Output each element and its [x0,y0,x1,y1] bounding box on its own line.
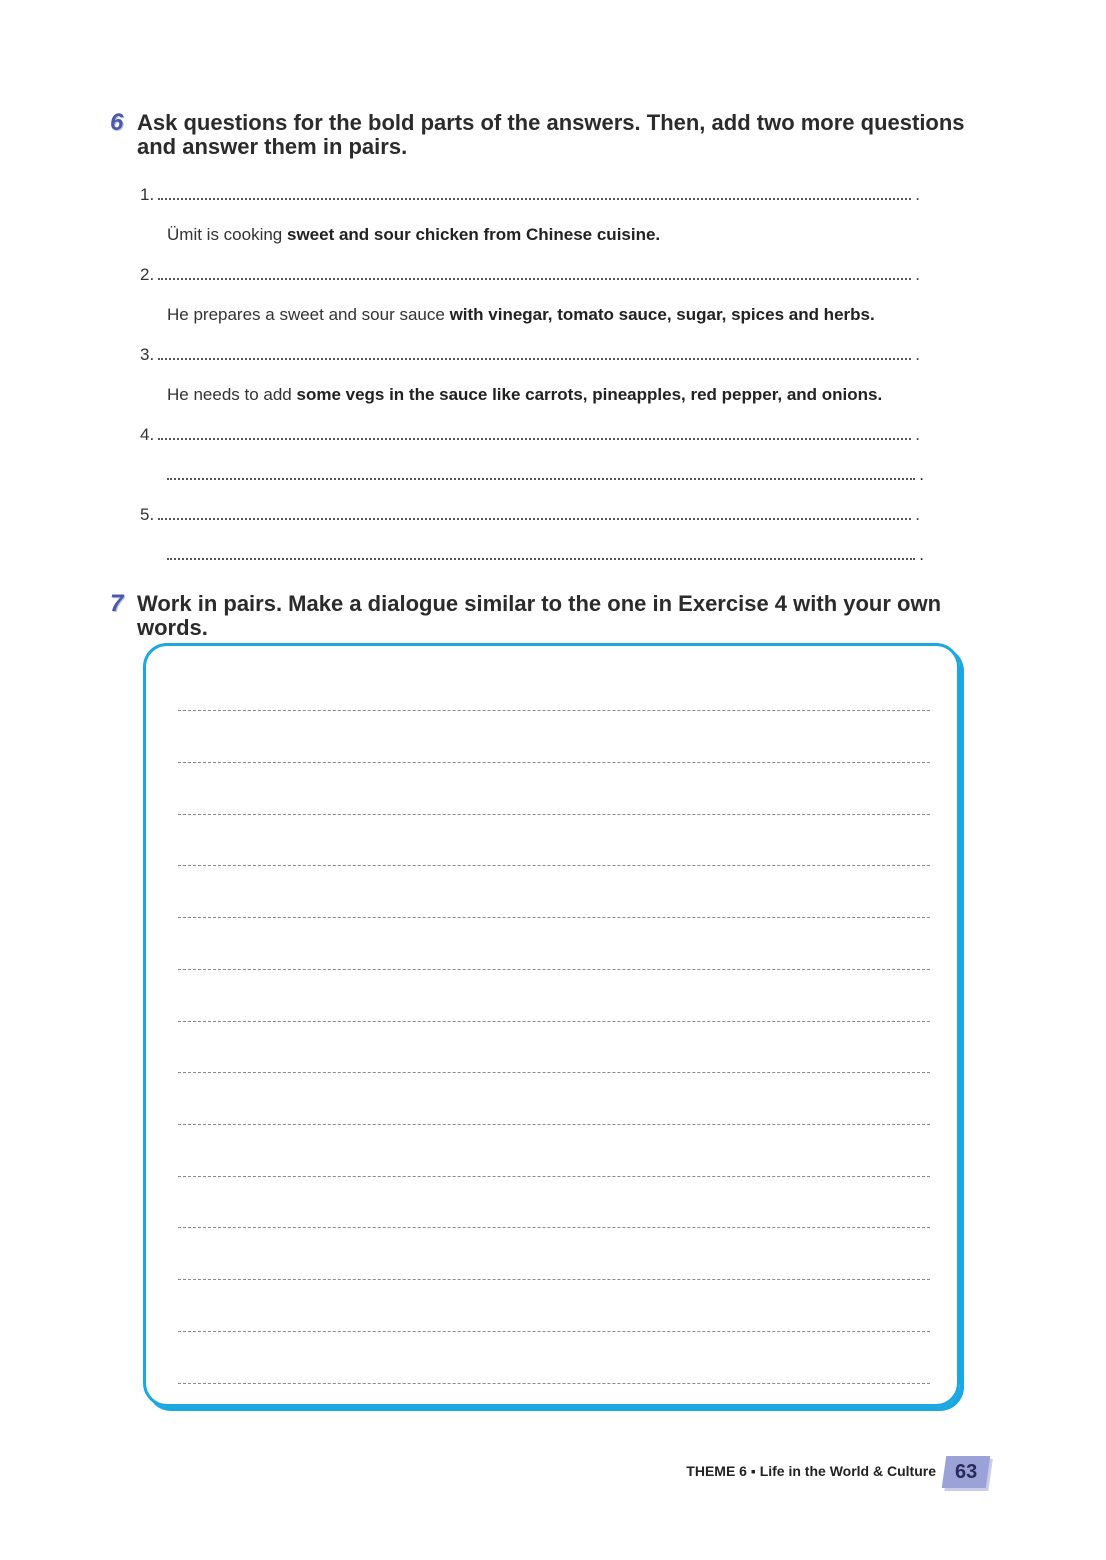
writing-line[interactable] [178,710,930,711]
question-line[interactable] [140,425,920,445]
line-end-period: . [915,185,920,204]
writing-line[interactable] [178,1124,930,1125]
theme-footer: THEME 6 ▪ Life in the World & Culture [686,1463,936,1479]
exercise-7-heading [110,592,987,640]
answer-sentence [167,225,660,245]
writing-line[interactable] [178,917,930,918]
question-line[interactable] [140,505,920,525]
page-number-badge [942,1456,990,1488]
question-line[interactable] [140,265,920,285]
writing-line[interactable] [178,1021,930,1022]
line-end-period: . [915,345,920,364]
question-line[interactable] [140,185,920,205]
line-end-period: . [919,545,924,564]
exercise-6-heading [110,111,987,159]
item-number: 5. [140,505,155,524]
line-end-period: . [915,265,920,284]
answer-line[interactable] [167,545,924,565]
writing-line[interactable] [178,1176,930,1177]
writing-line[interactable] [178,969,930,970]
exercise-instruction: Ask questions for the bold parts of the answers. Then, add two more questions and answer them in pairs. [137,110,965,159]
answer-sentence [167,385,882,405]
answer-bold-text: with vinegar, tomato sauce, sugar, spices and herbs. [449,305,875,324]
answer-blank[interactable] [158,426,911,440]
answer-plain-text: He prepares a sweet and sour sauce [167,305,450,324]
answer-line[interactable] [167,465,924,485]
answer-blank[interactable] [158,506,911,520]
question-line[interactable] [140,345,920,365]
writing-line[interactable] [178,762,930,763]
writing-line[interactable] [178,865,930,866]
line-end-period: . [915,425,920,444]
item-number: 4. [140,425,155,444]
writing-line[interactable] [178,1279,930,1280]
item-number: 2. [140,265,155,284]
item-number: 3. [140,345,155,364]
line-end-period: . [915,505,920,524]
answer-blank[interactable] [167,546,915,560]
writing-line[interactable] [178,1072,930,1073]
writing-line[interactable] [178,1227,930,1228]
answer-plain-text: He needs to add [167,385,297,404]
answer-blank[interactable] [158,186,911,200]
exercise-instruction: Work in pairs. Make a dialogue similar to the one in Exercise 4 with your own words. [137,591,942,640]
writing-line[interactable] [178,1331,930,1332]
dialogue-writing-box[interactable] [143,643,960,1407]
exercise-number: 7 [110,590,124,617]
answer-blank[interactable] [167,466,915,480]
writing-line[interactable] [178,814,930,815]
exercise-number: 6 [110,109,124,136]
answer-sentence [167,305,875,325]
item-number: 1. [140,185,155,204]
answer-blank[interactable] [158,346,911,360]
line-end-period: . [919,465,924,484]
writing-line[interactable] [178,1383,930,1384]
answer-plain-text: Ümit is cooking [167,225,287,244]
answer-bold-text: sweet and sour chicken from Chinese cuisine. [286,225,661,244]
page-number: 63 [954,1461,978,1483]
answer-bold-text: some vegs in the sauce like carrots, pineapples, red pepper, and onions. [296,385,883,404]
answer-blank[interactable] [158,266,911,280]
